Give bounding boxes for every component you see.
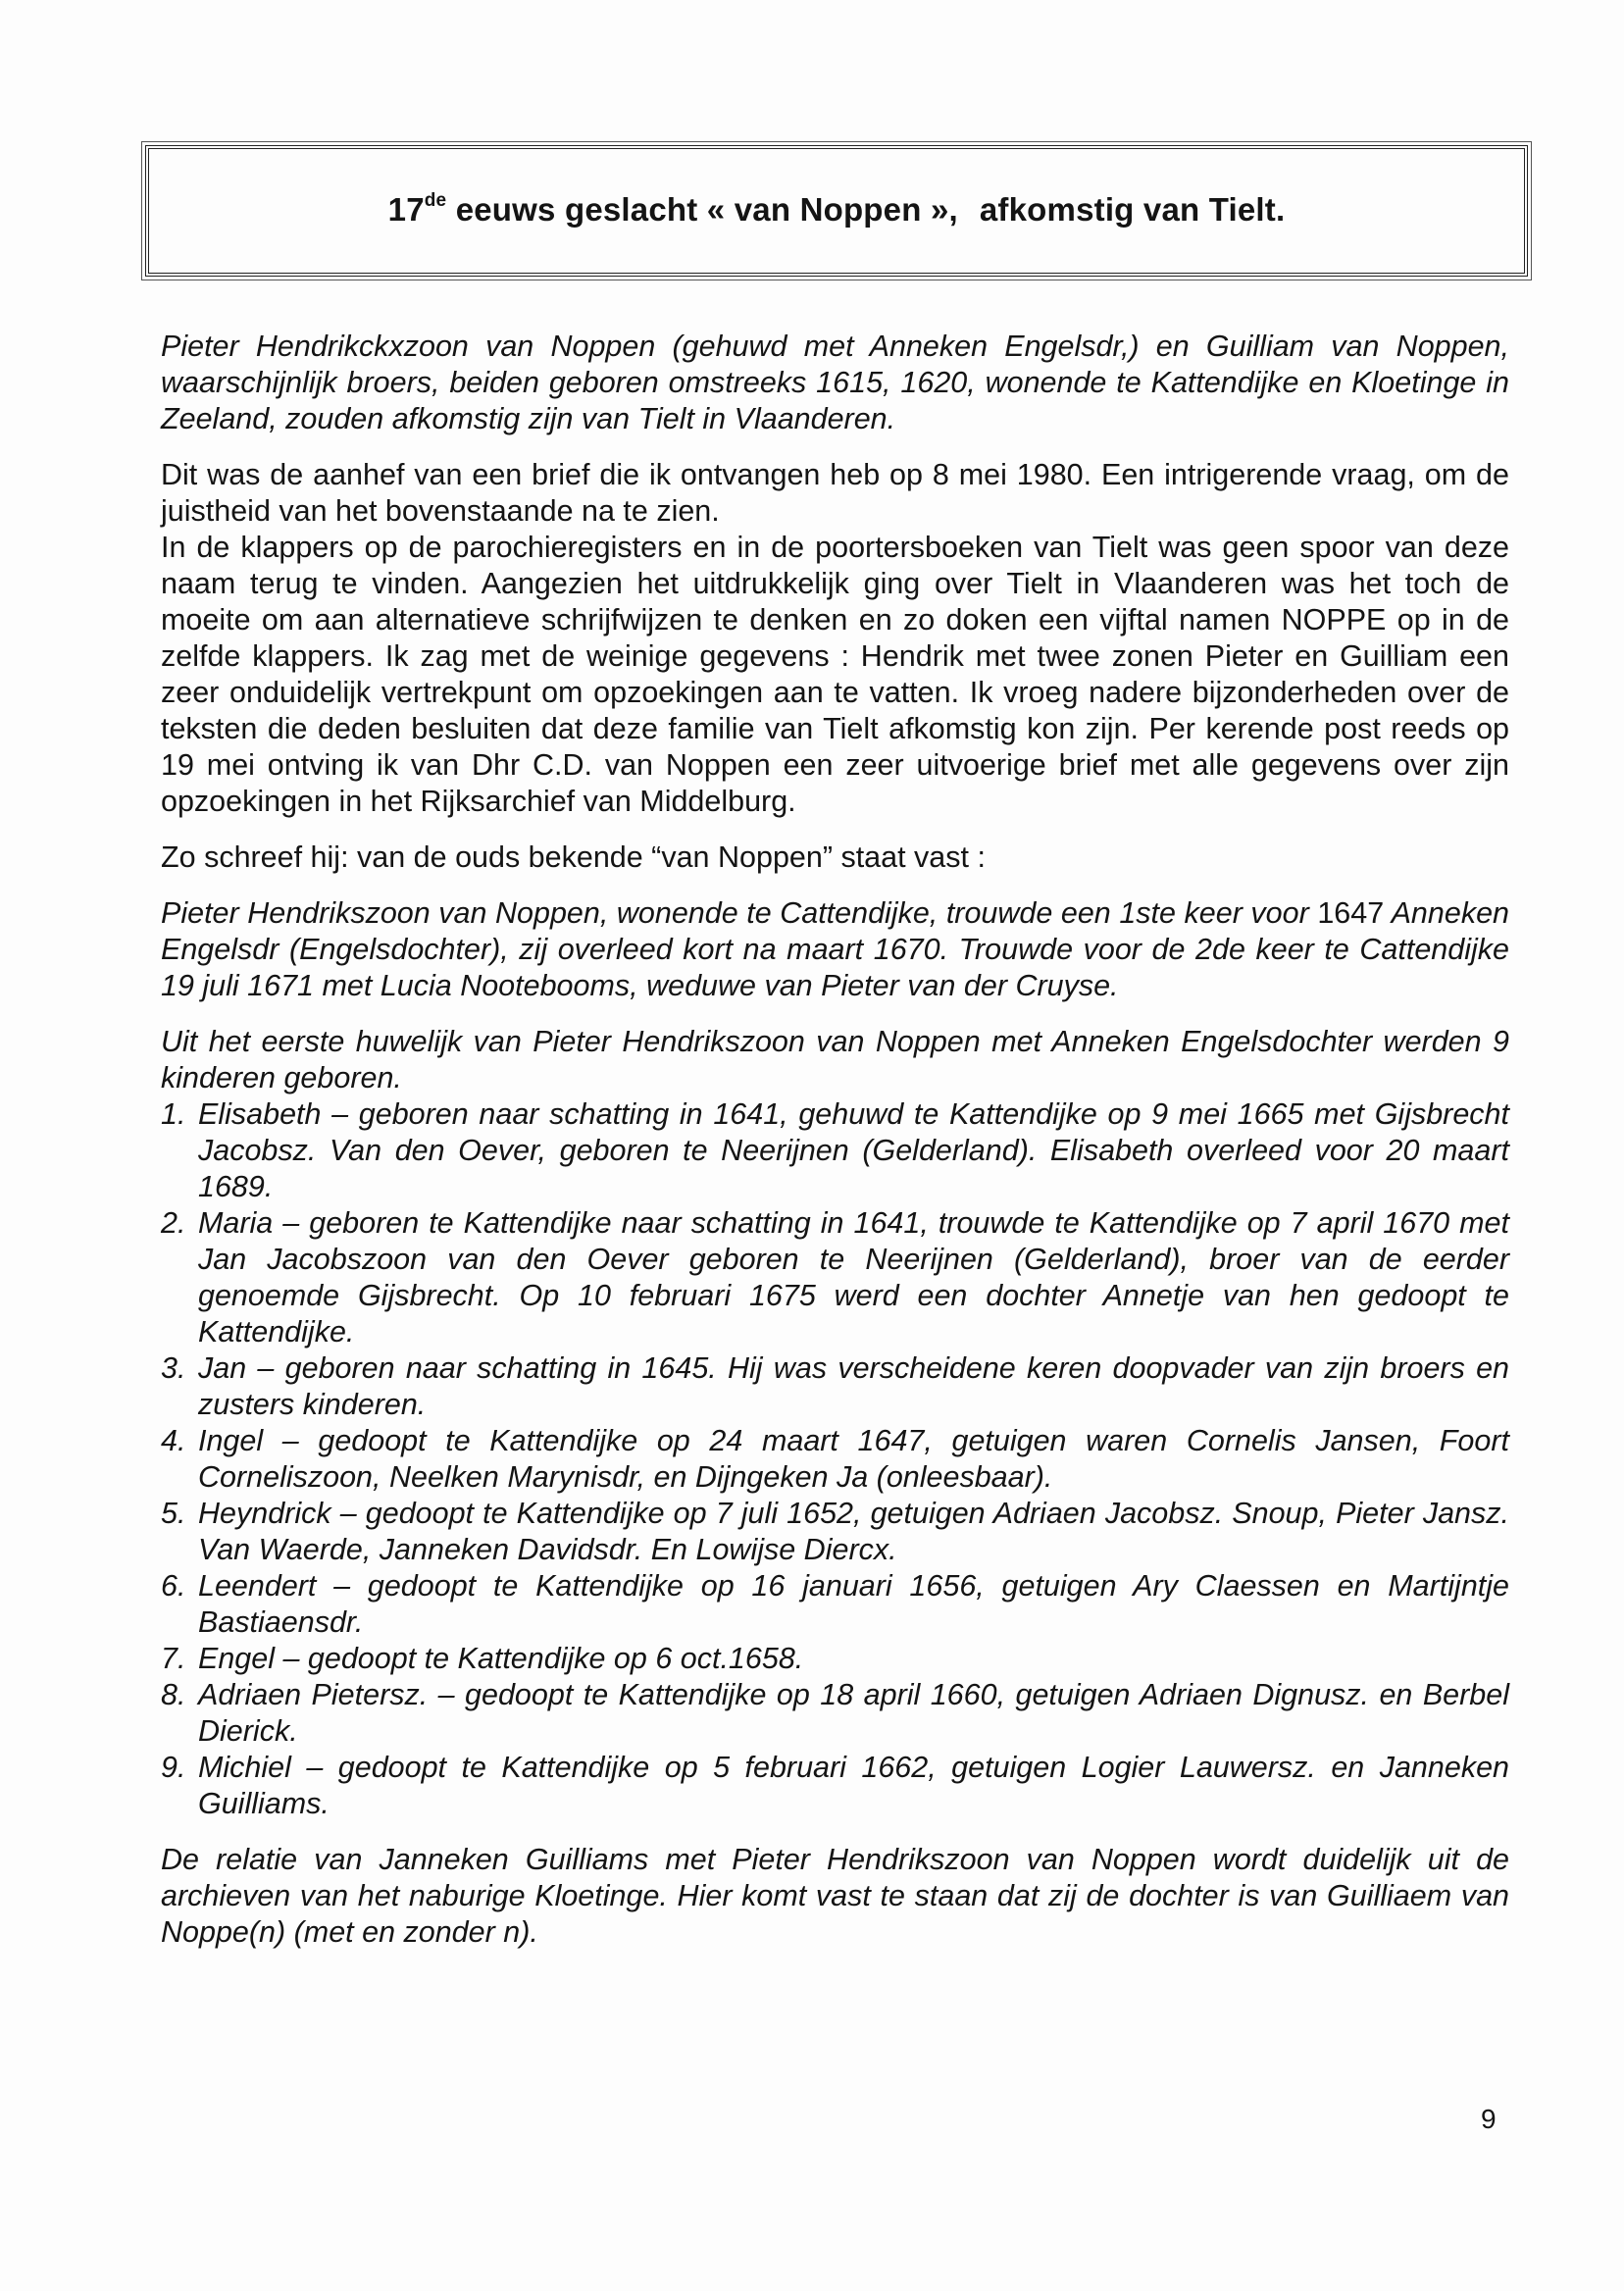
list-item-number: 7. [161, 1642, 186, 1675]
research-paragraph: In de klappers op de parochieregisters en in de poortersboeken van Tielt was geen spoor van deze naam terug te vinden. Aangezien het uitdrukkelijk ging over Tielt in Vlaanderen was het toch de moeite om aan alternatieve schrijfwijzen te denken en zo doken een vijftal namen NOPPE op in de zelfde klappers. Ik zag met de weinige gegevens : Hendrik met twee zonen Pieter en Guilliam een zeer onduidelijk vertrekpunt om opzoekingen aan te vatten. Ik vroeg nadere bijzonderheden over de teksten die deden besluiten dat deze familie van Tielt afkomstig kon zijn. Per kerende post reeds op 19 mei ontving ik van Dhr C.D. van Noppen een zeer uitvoerige brief met alle gegevens over zijn opzoekingen in het Rijksarchief van Middelburg. [161, 531, 1509, 818]
closing-paragraph: De relatie van Janneken Guilliams met Pieter Hendrikszoon van Noppen wordt duidelijk uit de archieven van het naburige Kloetinge. Hier komt vast te staan dat zij de dochter is van Guilliaem van Noppe(n) (met en zonder n). [161, 1843, 1509, 1949]
children-intro-paragraph: Uit het eerste huwelijk van Pieter Hendrikszoon van Noppen met Anneken Engelsdochter werden 9 kinderen geboren. [161, 1025, 1509, 1095]
list-item-text: Michiel – gedoopt te Kattendijke op 5 februari 1662, getuigen Logier Lauwersz. en Janneken Guilliams. [198, 1751, 1509, 1820]
list-item-number: 6. [161, 1569, 186, 1603]
marriage-text-a: Pieter Hendrikszoon van Noppen, wonende te Cattendijke, trouwde een 1ste keer voor [161, 896, 1318, 930]
list-item-number: 1. [161, 1097, 186, 1131]
list-item-number: 3. [161, 1351, 186, 1385]
list-item [161, 1568, 1509, 1641]
list-item [161, 1096, 1509, 1205]
marriage-paragraph [161, 895, 1509, 1004]
list-item-text: Elisabeth – geboren naar schatting in 1641, gehuwd te Kattendijke op 9 mei 1665 met Gijsbrecht Jacobsz. Van den Oever, geboren te Neerijnen (Gelderland). Elisabeth overleed voor 20 maart 1689. [198, 1097, 1509, 1203]
list-item-number: 2. [161, 1206, 186, 1240]
intro-paragraph: Pieter Hendrikckxzoon van Noppen (gehuwd met Anneken Engelsdr,) en Guilliam van Noppen, waarschijnlijk broers, beiden geboren omstreeks 1615, 1620, wonende te Kattendijke en Kloetinge in Zeeland, zouden afkomstig zijn van Tielt in Vlaanderen. [161, 330, 1509, 435]
children-list [161, 1096, 1509, 1822]
title-prefix: 17 [387, 191, 425, 228]
list-item [161, 1350, 1509, 1423]
list-item-text: Jan – geboren naar schatting in 1645. Hij was verscheidene keren doopvader van zijn broers en zusters kinderen. [198, 1351, 1509, 1421]
list-item-number: 8. [161, 1678, 186, 1711]
list-item [161, 1205, 1509, 1350]
title-main: eeuws geslacht « van Noppen », [455, 191, 958, 228]
list-item-number: 5. [161, 1497, 186, 1530]
list-item [161, 1641, 1509, 1677]
list-item [161, 1496, 1509, 1568]
page-title [149, 190, 1524, 229]
marriage-year: 1647 [1317, 896, 1385, 930]
body-text [161, 329, 1509, 1970]
page-number: 9 [1481, 2104, 1497, 2134]
list-item-text: Engel – gedoopt te Kattendijke op 6 oct.1658. [198, 1642, 804, 1675]
list-item [161, 1750, 1509, 1822]
title-box [145, 145, 1528, 277]
list-item-number: 9. [161, 1751, 186, 1784]
list-item-text: Ingel – gedoopt te Kattendijke op 24 maart 1647, getuigen waren Cornelis Jansen, Foort Corneliszoon, Neelken Marynisdr, en Dijngeken Ja (onleesbaar). [198, 1424, 1509, 1494]
marriage-text-b: Anneken Engelsdr (Engelsdochter), zij overleed kort na maart 1670. Trouwde voor de 2de keer te Cattendijke 19 juli 1671 met Lucia Nootebooms, weduwe van Pieter van der Cruyse. [161, 896, 1509, 1002]
list-item-text: Leendert – gedoopt te Kattendijke op 16 januari 1656, getuigen Ary Claessen en Martijntje Bastiaensdr. [198, 1569, 1509, 1639]
title-suffix: afkomstig van Tielt. [979, 191, 1286, 228]
list-item-text: Heyndrick – gedoopt te Kattendijke op 7 juli 1652, getuigen Adriaen Jacobsz. Snoup, Pieter Jansz. Van Waerde, Janneken Davidsdr. En Lowijse Diercx. [198, 1497, 1509, 1566]
quote-intro-paragraph: Zo schreef hij: van de ouds bekende “van Noppen” staat vast : [161, 840, 986, 874]
list-item [161, 1677, 1509, 1750]
letter-paragraph: Dit was de aanhef van een brief die ik ontvangen heb op 8 mei 1980. Een intrigerende vraag, om de juistheid van het bovenstaande na te zien. [161, 458, 1509, 528]
list-item-text: Adriaen Pietersz. – gedoopt te Kattendijke op 18 april 1660, getuigen Adriaen Dignusz. en Berbel Dierick. [198, 1678, 1509, 1748]
list-item-number: 4. [161, 1424, 186, 1457]
list-item-text: Maria – geboren te Kattendijke naar schatting in 1641, trouwde te Kattendijke op 7 april 1670 met Jan Jacobszoon van den Oever geboren te Neerijnen (Gelderland), broer van de eerder genoemde Gijsbrecht. Op 10 februari 1675 werd een dochter Annetje van hen gedoopt te Kattendijke. [198, 1206, 1509, 1349]
title-superscript: de [424, 190, 447, 211]
list-item [161, 1423, 1509, 1496]
